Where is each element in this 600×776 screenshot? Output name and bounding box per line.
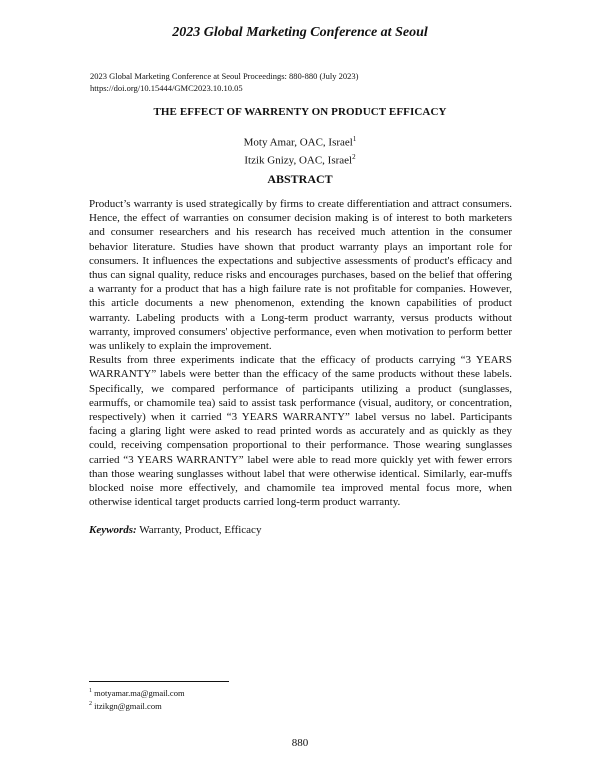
- author-1: [0, 132, 600, 150]
- footnote-mark: 2: [352, 152, 356, 161]
- keywords-text: Warranty, Product, Efficacy: [139, 524, 262, 536]
- abstract-paragraph-1: Product’s warranty is used strategically by firms to create differentiation and attract consumers. Hence, the effect of warranties on consumer decision making is of interest to both marketers and consumer researchers and his research has received much attention in the consumer behavior literature. Studies have shown that product warranty plays an important role for consumers. It influences the expectations and subjective assessments of product's efficacy and thus can signal quality, reduce risks and encourages purchases, based on the belief that offering a warranty for a product that has a high failure rate is not profitable for companies. However, this article documents a new phenomenon, extending the known capabilities of product warranty. Labeling products with a Long-term product warranty, versus products without warranty, improved consumers' objective performance, even when motivation to perform better was unlikely to explain the improvement.: [89, 198, 512, 353]
- keywords-line: [89, 524, 512, 536]
- footnote-email[interactable]: motyamar.ma@gmail.com: [94, 687, 185, 698]
- footnotes: [89, 686, 185, 712]
- footnote-1: [89, 686, 185, 699]
- conference-header: 2023 Global Marketing Conference at Seoul: [172, 25, 428, 40]
- footnote-mark: 1: [352, 135, 357, 143]
- footnote-email[interactable]: itzikgn@gmail.com: [94, 700, 162, 711]
- page-number: 880: [291, 737, 309, 749]
- author-list: [0, 132, 600, 167]
- abstract-paragraph-2: Results from three experiments indicate that the efficacy of products carrying “3 YEARS WARRANTY” labels were better than the efficacy of the same products without these labels. Specifically, we compared performance of participants utilizing a product (sunglasses, earmuffs, or chamomile tea) said to assist task performance (visual, auditory, or concentration, respectively) when it carried “3 YEARS WARRANTY” label versus no label. Participants facing a glaring light were asked to read printed words as accurately and as quickly as they could, receiving compensation proportional to their performance. Those wearing sunglasses carried “3 YEARS WARRANTY” label were able to read more quickly yet with fewer errors than those wearing sunglasses without label that were otherwise identical. Similarly, ear-muffs blocked noise more effectively, and chamomile tea improved mental focus more, when otherwise identical target products carried long-term product warranty.: [89, 354, 512, 509]
- paper-title: THE EFFECT OF WARRENTY ON PRODUCT EFFICACY: [153, 106, 447, 118]
- doi-link[interactable]: https://doi.org/10.15444/GMC2023.10.10.05: [90, 83, 243, 93]
- footnote-mark: 1: [89, 688, 92, 694]
- keywords-label: Keywords:: [89, 524, 137, 536]
- author-name: Itzik Gnizy, OAC, Israel: [244, 154, 353, 167]
- proceedings-line: 2023 Global Marketing Conference at Seoul Proceedings: 880-880 (July 2023): [90, 71, 359, 81]
- proceedings-meta: [90, 70, 358, 94]
- author-2: [0, 150, 600, 168]
- abstract-heading: ABSTRACT: [267, 172, 333, 186]
- abstract-body: [89, 197, 512, 509]
- author-name: Moty Amar, OAC, Israel: [243, 136, 353, 149]
- footnote-2: [89, 699, 185, 712]
- footnote-mark: 2: [89, 700, 92, 707]
- footnote-divider: [89, 681, 229, 682]
